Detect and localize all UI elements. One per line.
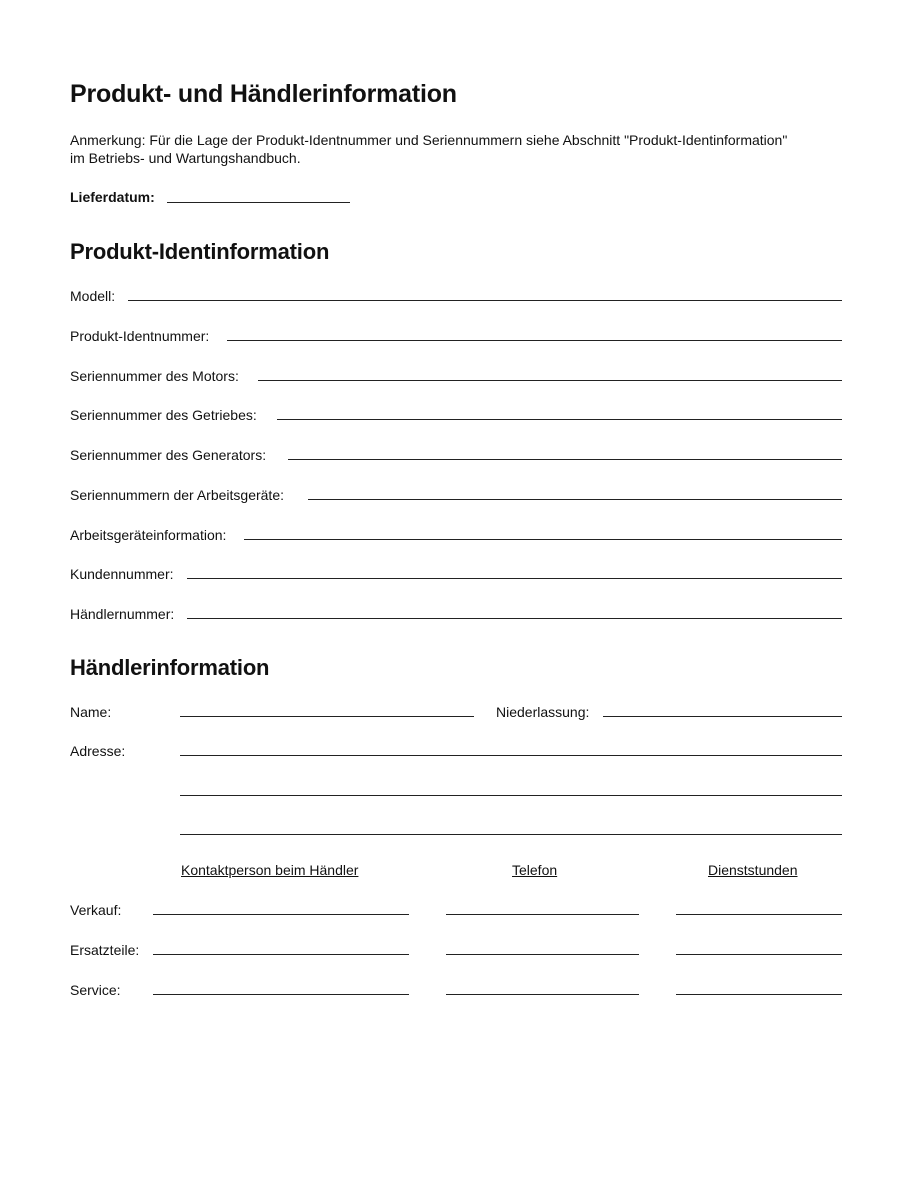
dealer-section-title: Händlerinformation <box>70 655 270 680</box>
generator-serial-field[interactable] <box>288 459 842 460</box>
address-field-line-1[interactable] <box>180 755 842 756</box>
name-field[interactable] <box>180 716 474 717</box>
customer-number-label: Kundennummer: <box>70 566 174 582</box>
implement-serials-field[interactable] <box>308 499 842 500</box>
contact-person-header: Kontaktperson beim Händler <box>181 862 359 878</box>
service-hours-header: Dienststunden <box>708 862 798 878</box>
engine-serial-label: Seriennummer des Motors: <box>70 368 239 384</box>
note-line-2: im Betriebs- und Wartungshandbuch. <box>70 150 301 166</box>
service-hours-field[interactable] <box>676 994 842 995</box>
parts-label: Ersatzteile: <box>70 942 140 958</box>
phone-header: Telefon <box>512 862 558 878</box>
sales-phone-field[interactable] <box>446 914 639 915</box>
product-id-label: Produkt-Identnummer: <box>70 328 210 344</box>
sales-label: Verkauf: <box>70 902 122 918</box>
sales-hours-field[interactable] <box>676 914 842 915</box>
branch-field[interactable] <box>603 716 842 717</box>
implement-info-label: Arbeitsgeräteinformation: <box>70 527 227 543</box>
page-title: Produkt- und Händlerinformation <box>70 80 457 108</box>
branch-label: Niederlassung: <box>496 704 590 720</box>
engine-serial-field[interactable] <box>258 380 842 381</box>
name-label: Name: <box>70 704 112 720</box>
model-label: Modell: <box>70 288 116 304</box>
address-label: Adresse: <box>70 743 126 759</box>
implement-info-field[interactable] <box>244 539 842 540</box>
address-field-line-3[interactable] <box>180 834 842 835</box>
delivery-date-field[interactable] <box>167 202 350 203</box>
address-field-line-2[interactable] <box>180 795 842 796</box>
parts-hours-field[interactable] <box>676 954 842 955</box>
parts-phone-field[interactable] <box>446 954 639 955</box>
dealer-number-label: Händlernummer: <box>70 606 175 622</box>
note-text <box>70 131 860 167</box>
implement-serials-label: Seriennummern der Arbeitsgeräte: <box>70 487 284 503</box>
delivery-date-label: Lieferdatum: <box>70 189 155 205</box>
parts-contact-field[interactable] <box>153 954 409 955</box>
customer-number-field[interactable] <box>187 578 842 579</box>
gearbox-serial-field[interactable] <box>277 419 842 420</box>
service-phone-field[interactable] <box>446 994 639 995</box>
gearbox-serial-label: Seriennummer des Getriebes: <box>70 407 257 423</box>
product-section-title: Produkt-Identinformation <box>70 239 330 264</box>
note-line-1: Anmerkung: Für die Lage der Produkt-Identnummer und Seriennummern siehe Abschnitt "Produkt-Identinformation" <box>70 132 788 148</box>
sales-contact-field[interactable] <box>153 914 409 915</box>
service-contact-field[interactable] <box>153 994 409 995</box>
generator-serial-label: Seriennummer des Generators: <box>70 447 267 463</box>
product-id-field[interactable] <box>227 340 842 341</box>
model-field[interactable] <box>128 300 842 301</box>
service-label: Service: <box>70 982 121 998</box>
dealer-number-field[interactable] <box>187 618 842 619</box>
